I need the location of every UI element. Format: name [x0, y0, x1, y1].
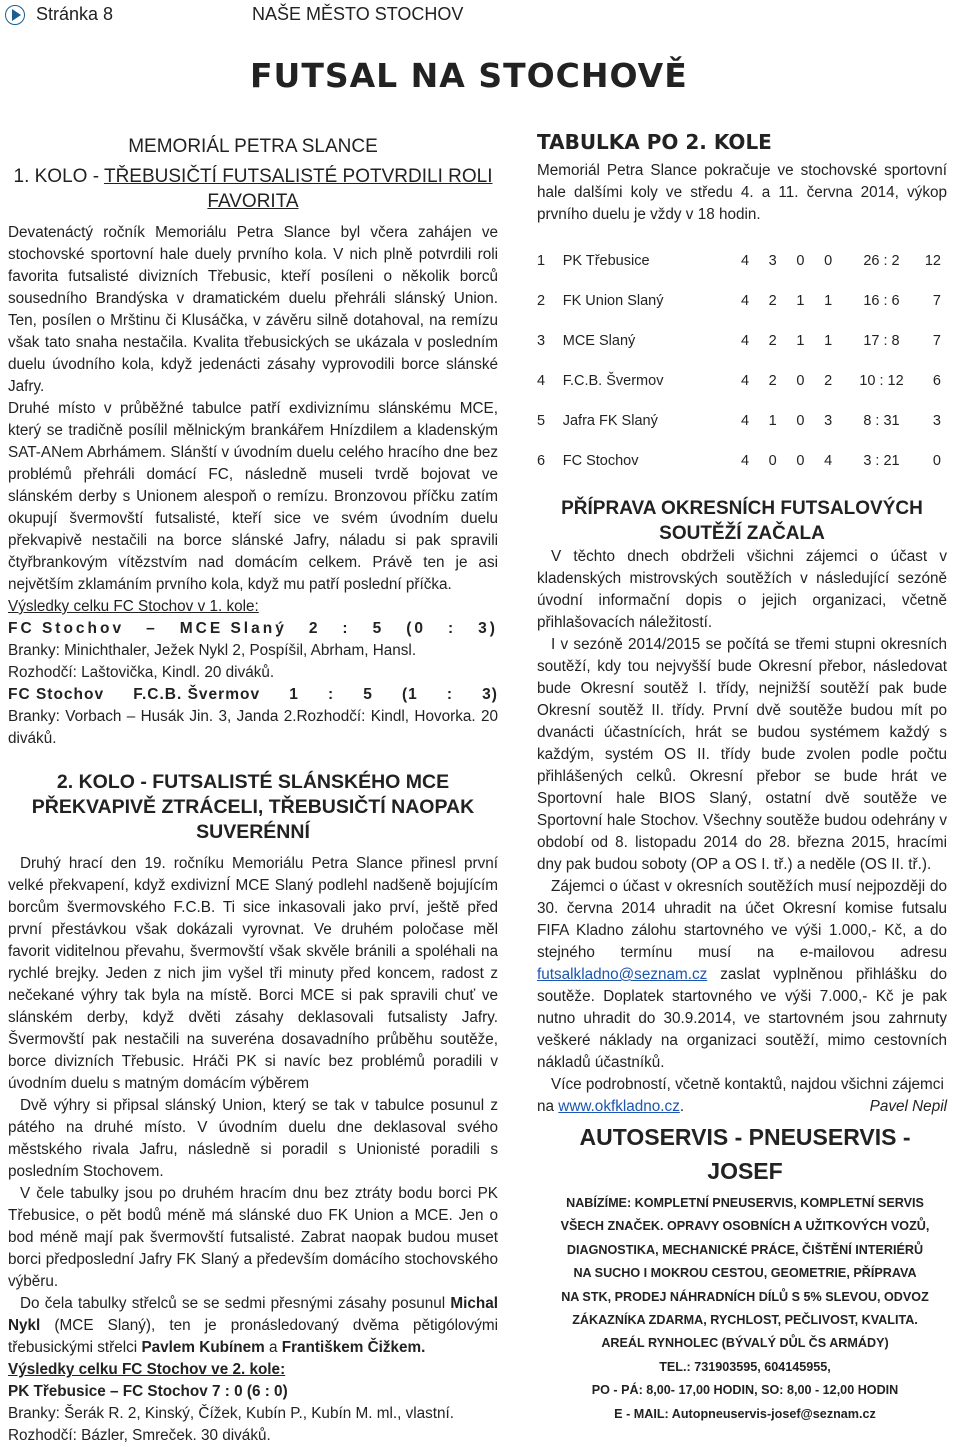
standings-cell-score: 26 : 2	[863, 253, 900, 269]
table-title: TABULKA PO 2. KOLE	[537, 130, 772, 154]
match1-score-away: 5	[372, 620, 385, 637]
scorer-cizek: Františkem Čižkem.	[281, 1339, 426, 1356]
standings-row	[537, 370, 941, 410]
standings-cell-pts: 6	[932, 373, 941, 389]
standings-cell-pos: 5	[537, 413, 546, 429]
okres-paragraph-3	[537, 876, 947, 1074]
scorers-text-c: a	[264, 1339, 282, 1356]
kolo1-paragraph-1: Devatenáctý ročník Memoriálu Petra Slance byl včera zahájen ve stochovské sportovní hale duely prvního kola. V nich plně potvrdili roli favorita futsalisté divizních Třebusic, kteří posíleni o několik borců sousedního Brandýska v dramatickém duelu přehráli slánský Union. Ten, posílen o Mrštinu či Klusáčka, v závěru silně dotahoval, na remízu však tato snaha nestačila. Kvalita třebusických se ukázala v posledním duelu úvodního kola, když jedenácti zásahy vyprovodili borce slánské Jafry.	[8, 224, 498, 395]
author-signature: Pavel Nepil	[869, 1098, 947, 1115]
standings-row	[537, 450, 941, 490]
standings-cell-score: 17 : 8	[863, 333, 900, 349]
results1-title: Výsledky celku FC Stochov v 1. kole:	[8, 598, 259, 615]
okres-p4-text-a: Více podrobností, včetně kontaktů, najdou všichni zájemci na	[537, 1076, 944, 1115]
match1-half-home: (0	[406, 620, 426, 637]
standings-cell-v: 0	[768, 453, 777, 469]
standings-cell-r: 0	[796, 373, 805, 389]
kolo1-headline-prefix: 1. KOLO -	[13, 166, 104, 187]
match2-score-home: 1	[289, 686, 299, 703]
okres-headline: PŘÍPRAVA OKRESNÍCH FUTSALOVÝCH SOUTĚŽÍ ZAČALA	[561, 498, 923, 544]
standings-cell-r: 0	[796, 453, 805, 469]
ad-title: AUTOSERVIS - PNEUSERVIS - JOSEF	[579, 1124, 911, 1184]
standings-row	[537, 410, 941, 450]
match1-dash: –	[146, 620, 158, 637]
match1-away: MCE Slaný	[179, 620, 287, 637]
standings-cell-team: F.C.B. Švermov	[562, 373, 664, 389]
match1-half-colon: :	[447, 620, 457, 637]
ad-line: TEL.: 731903595, 604145955,	[659, 1359, 831, 1374]
kolo2-paragraph-4	[8, 1293, 498, 1359]
standings-cell-pos: 6	[537, 453, 546, 469]
okres-paragraph-2: I v sezóně 2014/2015 se počítá se třemi stupni okresních soutěží, kdy tou nejvyšší bude Okresní přebor, následovat bude Okresní soutěž I. třídy, nejnižší soutěží pak bude Okresní soutěž II. třídy. První dvě soutěže budou mít po dvanácti účastnících, hrát se budou systémem každý s každým, systém OS II. třídy bude zvolen podle počtu přihlášených celků. Okresní přebor se bude hrát ve Sportovní hale BIOS Slaný, ostatní dvě soutěže ve Sportovní hale Stochov. Všechny soutěže budou odehrány v období od 8. listopadu 2014 do 28. března 2015, hracími dny pak budou soboty (OP a OS I. tř.) a neděle (OS II. tř.).	[537, 636, 947, 873]
match2-half-home: (1	[401, 686, 418, 703]
email-link[interactable]: futsalkladno@seznam.cz	[537, 966, 708, 983]
right-column	[537, 130, 947, 1118]
play-icon	[5, 5, 25, 25]
page-header	[0, 0, 960, 30]
standings-row	[537, 250, 941, 290]
web-link[interactable]: www.okfkladno.cz	[558, 1098, 680, 1115]
standings-cell-score: 8 : 31	[863, 413, 900, 429]
standings-table	[537, 250, 941, 490]
standings-cell-r: 0	[796, 413, 805, 429]
standings-cell-team: MCE Slaný	[562, 333, 636, 349]
standings-cell-r: 1	[796, 293, 805, 309]
standings-cell-v: 1	[768, 413, 777, 429]
standings-cell-z: 4	[740, 293, 750, 309]
page-number: Stránka 8	[36, 4, 114, 24]
standings-cell-pos: 4	[537, 373, 546, 389]
standings-cell-pos: 2	[537, 293, 546, 309]
standings-cell-pts: 0	[932, 453, 941, 469]
standings-cell-pts: 7	[932, 333, 941, 349]
standings-cell-score: 3 : 21	[863, 453, 900, 469]
ad-line: DIAGNOSTIKA, MECHANICKÉ PRÁCE, ČIŠTĚNÍ INTERIÉRŮ	[566, 1242, 924, 1257]
kolo2-paragraph-2: Dvě výhry si připsal slánský Union, který se tak v tabulce posunul z pátého na druhé místo. V úvodním duelu dne deklasoval svého městského rivala Jafru, následně si poradil s Unionisté poradili s posledním Stochovem.	[8, 1097, 498, 1180]
standings-cell-pts: 12	[924, 253, 941, 269]
standings-cell-pos: 3	[537, 333, 546, 349]
table-intro: Memoriál Petra Slance pokračuje ve stochovské sportovní hale dalšími koly ve středu 4. a 11. června 2014, výkop prvního duelu je vždy v 18 hodin.	[537, 162, 947, 223]
ad-line: PO - PÁ: 8,00- 17,00 HODIN, SO: 8,00 - 12,00 HODIN	[591, 1383, 899, 1398]
kolo1-headline	[8, 164, 498, 214]
memorial-title: MEMORIÁL PETRA SLANCE	[128, 136, 378, 157]
standings-cell-z: 4	[740, 413, 750, 429]
standings-cell-r: 0	[796, 253, 805, 269]
match2-colon: :	[327, 686, 335, 703]
match3-referees: Rozhodčí: Bázler, Smreček. 30 diváků.	[8, 1427, 271, 1444]
match2-half-colon: :	[446, 686, 454, 703]
match3-result: PK Třebusice – FC Stochov 7 : 0 (6 : 0)	[8, 1383, 288, 1400]
match1-scorers: Branky: Minichthaler, Ježek Nykl 2, Pospíšil, Abrham, Hansl.	[8, 642, 417, 659]
ad-line: NA STK, PRODEJ NÁHRADNÍCH DÍLŮ S 5% SLEVOU, ODVOZ	[561, 1289, 929, 1304]
newspaper-name: NAŠE MĚSTO STOCHOV	[252, 4, 464, 24]
scorers-text-a: Do čela tabulky střelců se se sedmi přesnými zásahy posunul	[20, 1295, 451, 1312]
ad-line: E - MAIL: Autopneuservis-josef@seznam.cz	[614, 1406, 876, 1421]
standings-cell-pts: 7	[932, 293, 941, 309]
match1-score-home: 2	[308, 620, 321, 637]
standings-cell-p: 4	[824, 453, 833, 469]
standings-cell-p: 2	[824, 373, 833, 389]
left-column	[8, 134, 498, 1447]
okres-paragraph-1: V těchto dnech obdrželi všichni zájemci o účast v kladenských mistrovských soutěžích v následující sezóně úvodní informační dopis o jejich organizaci, včetně přihlašovacích náležitostí.	[537, 548, 947, 631]
standings-cell-pos: 1	[537, 253, 546, 269]
match1-referees: Rozhodčí: Laštovička, Kindl. 20 diváků.	[8, 664, 275, 681]
standings-cell-r: 1	[796, 333, 805, 349]
standings-cell-team: FC Stochov	[562, 453, 639, 469]
scorer-nykl: Michal Nykl	[8, 1295, 498, 1334]
kolo2-paragraph-3: V čele tabulky jsou po druhém hracím dnu bez ztráty bodu borci PK Třebusice, o pět bodů méně má slánské duo FK Union a MCE. Jen o bod méně mají pak švermovští futsalisté. Zabrat naopak budou muset borci předposlední Jafry FK Slaný a především domácího stochovského výběru.	[8, 1185, 498, 1290]
advertisement	[544, 1120, 946, 1426]
standings-cell-team: FK Union Slaný	[562, 293, 664, 309]
kolo1-headline-text: TŘEBUSIČTÍ FUTSALISTÉ POTVRDILI ROLI FAVORITA	[103, 166, 493, 212]
standings-row	[537, 290, 941, 330]
standings-cell-score: 16 : 6	[863, 293, 900, 309]
ad-line: NA SUCHO I MOKROU CESTOU, GEOMETRIE, PŘÍPRAVA	[573, 1266, 917, 1281]
kolo1-paragraph-2: Druhé místo v průběžné tabulce patří exdiviznímu slánskému MCE, který se tradičně posílil mělnickým brankářem Hnízdilem a kladenským SAT-ANem Abrhámem. Slánští v úvodním duelu celého hracího dne bez problémů přehráli domácí FC, následně museli tvrdě bojovat ve slánském derby s Unionem alespoň o remízu. Bronzovou příčku zatím okupují švermovští futsalisté, kteří sice ve svém úvodním duelu překvapivě nestačili na borce slánské Jafry, náladu si pak spravili čtyřbrankovým vítězstvím nad domácím celkem. Právě ten je asi největším zklamáním prvního kola, když mu patří poslední příčka.	[8, 400, 498, 593]
standings-cell-v: 2	[768, 333, 777, 349]
standings-cell-v: 2	[768, 373, 777, 389]
results2-title: Výsledky celku FC Stochov ve 2. kole:	[8, 1361, 286, 1378]
match2-half-away: 3)	[482, 686, 498, 703]
match3-scorers: Branky: Šerák R. 2, Kinský, Čížek, Kubín P., Kubín M. ml., vlastní.	[8, 1405, 455, 1422]
match2-scorers: Branky: Vorbach – Husák Jin. 3, Janda 2.Rozhodčí: Kindl, Hovorka. 20 diváků.	[8, 708, 498, 747]
ad-line: VŠECH ZNAČEK. OPRAVY OSOBNÍCH A UŽITKOVÝCH VOZŮ,	[560, 1219, 930, 1234]
match2-score-away: 5	[363, 686, 373, 703]
standings-cell-p: 1	[824, 333, 833, 349]
standings-row	[537, 330, 941, 370]
match1-half-away: 3)	[478, 620, 498, 637]
standings-cell-team: Jafra FK Slaný	[562, 413, 658, 429]
match2-away: F.C.B. Švermov	[133, 686, 261, 703]
ad-line: AREÁL RYNHOLEC (BÝVALÝ DŮL ČS ARMÁDY)	[601, 1336, 889, 1351]
standings-cell-z: 4	[740, 453, 750, 469]
standings-cell-team: PK Třebusice	[562, 253, 650, 269]
okres-paragraph-4	[537, 1074, 947, 1118]
okres-p3-text-b: zaslat vyplněnou přihlášku do soutěže. Doplatek startovného ve výši 7.000,- Kč je pak nutno uhradit do 30.9.2014, ve startovném jsou zahrnuty veškeré náklady na organizaci soutěží, mimo cestovních nákladů účastníků.	[537, 966, 947, 1071]
standings-cell-v: 3	[768, 253, 777, 269]
ad-line: NABÍZÍME: KOMPLETNÍ PNEUSERVIS, KOMPLETNÍ SERVIS	[566, 1196, 924, 1210]
page-title: FUTSAL NA STOCHOVĚ	[250, 56, 688, 95]
standings-cell-score: 10 : 12	[859, 373, 904, 389]
match2-home: FC Stochov	[8, 686, 105, 703]
standings-cell-p: 3	[824, 413, 833, 429]
kolo2-headline: 2. KOLO - FUTSALISTÉ SLÁNSKÉHO MCE PŘEKVAPIVĚ ZTRÁCELI, TŘEBUSIČTÍ NAOPAK SUVERÉNNÍ	[31, 771, 475, 843]
standings-cell-p: 0	[824, 253, 833, 269]
ad-line: ZÁKAZNÍKA ZDARMA, RYCHLOST, PEČLIVOST, KVALITA.	[572, 1313, 918, 1328]
match1-home: FC Stochov	[8, 620, 125, 637]
standings-body	[537, 250, 941, 490]
okres-p3-text-a: Zájemci o účast v okresních soutěžích musí nejpozději do 30. června 2014 uhradit na účet Okresní komise futsalu FIFA Kladno zálohu startovného ve výši 1.000,- Kč, a do stejného termínu musí na e-mailovou adresu	[537, 878, 947, 961]
okres-p4-text-b: .	[679, 1098, 685, 1115]
match1-result	[8, 618, 498, 640]
standings-cell-v: 2	[768, 293, 777, 309]
standings-cell-z: 4	[740, 333, 750, 349]
standings-cell-z: 4	[740, 373, 750, 389]
match2-result	[8, 684, 498, 706]
scorers-text-b: (MCE Slaný), ten je pronásledovaný dvěma pětigólovými třebusickými střelci	[8, 1317, 498, 1356]
standings-cell-pts: 3	[932, 413, 941, 429]
match1-colon: :	[342, 620, 351, 637]
scorer-kubin: Pavlem Kubínem	[141, 1339, 265, 1356]
ad-lines	[544, 1192, 946, 1426]
standings-cell-z: 4	[740, 253, 750, 269]
standings-cell-p: 1	[824, 293, 833, 309]
kolo2-paragraph-1: Druhý hrací den 19. ročníku Memoriálu Petra Slance přinesl první velké překvapení, když exdiviznÍ MCE Slaný podlehl nadšeně bojujícím borcům švermovského F.C.B. Ti sice inkasovali jako prví, ještě před první přestávkou však dokázali vyrovnat. Ve druhém poločase měl favorit viditelnou převahu, švermovští však skvěle bránili a spoléhali na rychlé brejky. Jeden z nich jim vyšel tři minuty před koncem, radost z nečekané výhry tak byla na místě. Borci MCE si pak spravili chuť ve slánském derby, když dvěti zásahy deklasovali futsalisty Jafry. Švermovští pak nestačili na suveréna dosavadního průběhu soutěže, borce divizních Třebusic. Hráči PK si navíc bez problémů poradili v úvodním duelu s matným domácím výběrem	[8, 855, 498, 1092]
